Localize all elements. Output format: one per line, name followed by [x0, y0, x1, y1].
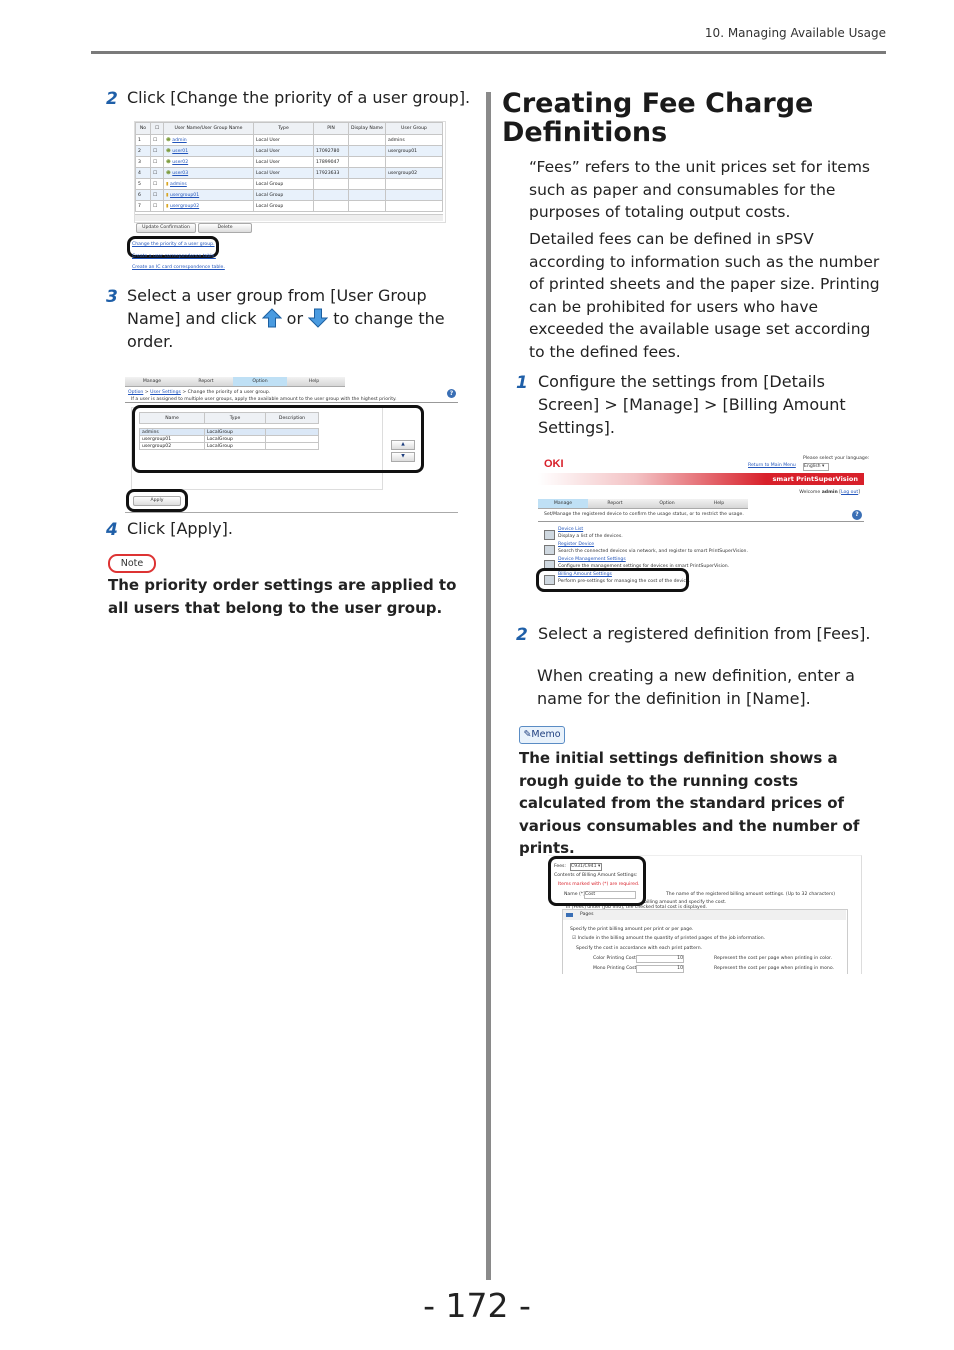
tab-option[interactable]: Option — [659, 501, 675, 506]
include-text: Include in the billing amount the quantity of printed pages of the job information. — [577, 936, 766, 941]
collapse-icon[interactable] — [566, 913, 573, 917]
breadcrumb-sep: > — [143, 390, 151, 395]
cell: 5 — [136, 179, 151, 190]
oki-logo: OKI — [544, 458, 564, 470]
highlight-outline — [132, 405, 424, 473]
user-link[interactable]: user03 — [172, 170, 189, 176]
cell[interactable] — [164, 157, 254, 168]
tab-manage[interactable]: Manage — [142, 379, 162, 384]
user-table — [135, 122, 443, 212]
create-user-table-link[interactable]: Create a user correspondence table. — [132, 254, 216, 259]
cell: usergroup01 — [140, 436, 205, 443]
table-row[interactable] — [136, 146, 443, 157]
cell: LocalGroup — [205, 436, 266, 443]
cell: 7 — [136, 201, 151, 212]
panel-header — [563, 910, 846, 920]
table-row[interactable] — [136, 190, 443, 201]
fees-select[interactable]: C931/C941 ▾ — [571, 864, 601, 869]
cell — [385, 179, 442, 190]
row-checkbox[interactable]: ☐ — [151, 190, 164, 201]
step-text: Configure the settings from [Details Screen] > [Manage] > [Billing Amount Settings]. — [538, 372, 846, 437]
step-number: 2 — [106, 89, 118, 109]
horizontal-scrollbar[interactable] — [135, 214, 443, 221]
row-checkbox[interactable]: ☐ — [151, 157, 164, 168]
register-device-link[interactable]: Register Device — [558, 542, 595, 547]
paragraph: Detailed fees can be defined in sPSV according to information such as the number of printed sheets and the paper size. Printing can be prohibited for users who have exceeded the available usage set according to the defined fees. — [529, 230, 880, 361]
cell: Local User — [254, 146, 314, 157]
welcome-line: Welcome admin [Log out] — [799, 490, 860, 495]
step-text: Select a registered definition from [Fees]. — [538, 624, 871, 643]
welcome-text: Welcome — [799, 490, 821, 495]
col-pin: PIN — [314, 123, 349, 135]
col-check: ☐ — [151, 123, 164, 135]
table-row[interactable] — [136, 179, 443, 190]
divider — [125, 402, 458, 403]
cell — [349, 157, 386, 168]
paragraph: When creating a new definition, enter a name for the definition in [Name]. — [537, 666, 855, 708]
cell — [349, 168, 386, 179]
language-label: Please select your language: — [803, 456, 870, 461]
help-icon[interactable]: ? — [447, 389, 456, 398]
cell — [314, 190, 349, 201]
cell: Local User — [254, 157, 314, 168]
screenshot-user-list — [134, 121, 446, 223]
breadcrumb-link[interactable]: Option — [128, 390, 144, 395]
color-cost-desc: Represent the cost per page when printing in color. — [714, 956, 832, 961]
divider — [538, 521, 864, 522]
fees-value: C931/C941 — [571, 864, 597, 869]
create-ic-table-link[interactable]: Create an IC card correspondence table. — [132, 265, 225, 270]
highlight-outline — [536, 568, 689, 592]
group-icon: ▮ — [166, 181, 169, 187]
tab-manage[interactable]: Manage — [538, 499, 588, 508]
col-display: Display Name — [349, 123, 386, 135]
cell: usergroup01 — [385, 146, 442, 157]
cell[interactable] — [164, 179, 254, 190]
item-desc: Display a list of the devices. — [558, 534, 623, 539]
column-divider — [486, 92, 491, 1280]
cell — [349, 146, 386, 157]
mono-cost-label: Mono Printing Cost — [593, 966, 637, 971]
cell: 17923633 — [314, 168, 349, 179]
row-checkbox[interactable]: ☐ — [151, 135, 164, 146]
cell: admins — [140, 429, 205, 436]
item-desc: Perform pre-settings for managing the cost of the device. — [558, 579, 691, 584]
table-row[interactable] — [136, 201, 443, 212]
update-confirmation-button[interactable]: Update Confirmation — [136, 223, 196, 233]
cell — [385, 201, 442, 212]
cell — [314, 135, 349, 146]
description: If a user is assigned to multiple user groups, apply the available amount to the user group with the highest priority. — [131, 397, 397, 402]
table-row[interactable] — [136, 168, 443, 179]
step-text-part: or — [286, 309, 304, 328]
required-note: Items marked with (*) are required. — [558, 882, 640, 887]
cell: Local User — [254, 135, 314, 146]
col-name: Name — [140, 413, 205, 424]
specify-text: Specify the print billing amount per print or per page. — [570, 927, 694, 932]
pages-label: Pages — [580, 912, 594, 917]
cell: 17092780 — [314, 146, 349, 157]
cell — [349, 135, 386, 146]
step-number: 4 — [106, 520, 118, 540]
user-icon: ☻ — [166, 137, 171, 143]
return-main-menu-link[interactable]: Return to Main Menu — [748, 463, 796, 468]
user-link[interactable]: admin — [172, 137, 187, 143]
user-icon: ☻ — [166, 159, 171, 165]
cell — [385, 157, 442, 168]
page-number: - 172 - — [423, 1286, 531, 1325]
change-priority-link[interactable]: Change the priority of a user group. — [132, 242, 215, 247]
product-name: smart PrintSuperVision — [772, 475, 858, 483]
cell — [314, 201, 349, 212]
col-type: Type — [254, 123, 314, 135]
cell: LocalGroup — [205, 443, 266, 450]
include-checkbox[interactable]: ☑ — [572, 936, 577, 941]
mono-cost-input[interactable]: 10 — [636, 965, 684, 973]
col-type: Type — [205, 413, 266, 424]
cell[interactable] — [164, 135, 254, 146]
description: Set/Manage the registered device to confirm the usage status, or to restrict the usage. — [544, 512, 744, 517]
col-group: User Group — [385, 123, 442, 135]
cell — [349, 190, 386, 201]
name-input[interactable]: Cost — [584, 891, 636, 899]
fees-label: Fees: — [554, 864, 566, 869]
device-list-link[interactable]: Device List — [558, 527, 584, 532]
highlight-outline — [126, 489, 188, 512]
tab-bar — [125, 377, 345, 387]
section-title: Creating Fee Charge Definitions — [502, 88, 814, 148]
cell: admins — [385, 135, 442, 146]
pencil-icon: ✎ — [523, 729, 532, 740]
hint: billing amount and specify the cost. — [644, 900, 727, 905]
user-link[interactable]: user02 — [172, 159, 189, 165]
arrow-up-icon — [262, 308, 282, 328]
table-row[interactable] — [136, 135, 443, 146]
arrow-down-icon — [308, 308, 328, 328]
cell: 6 — [136, 190, 151, 201]
col-description: Description — [266, 413, 319, 424]
highlight-outline — [548, 856, 646, 906]
mono-cost-desc: Represent the cost per page when printing in mono. — [714, 966, 835, 971]
col-no: No — [136, 123, 151, 135]
tab-bar — [538, 499, 748, 509]
step-text-part: to change the order. — [127, 309, 445, 351]
cell: 2 — [136, 146, 151, 157]
breadcrumb-link[interactable]: User Settings — [150, 390, 181, 395]
tab-option[interactable]: Option — [233, 377, 287, 386]
cell: usergroup02 — [140, 443, 205, 450]
cell: Local Group — [254, 179, 314, 190]
hint: In [Fees] under [Job Info], the checked total cost is displayed. — [566, 905, 707, 910]
name-hint: The name of the registered billing amount settings. (Up to 32 characters) — [666, 892, 836, 897]
memo-label: Memo — [531, 729, 561, 740]
step-number: 2 — [516, 625, 528, 645]
tab-report[interactable]: Report — [607, 501, 623, 506]
memo-badge — [519, 726, 565, 744]
breadcrumb — [128, 390, 270, 395]
cell: LocalGroup — [205, 429, 266, 436]
user-icon: ☻ — [166, 170, 171, 176]
step-text — [127, 284, 472, 353]
user-icon: ☻ — [166, 148, 171, 154]
billing-amount-settings-link[interactable]: Billing Amount Settings — [558, 572, 612, 577]
cell[interactable] — [164, 201, 254, 212]
color-cost-input[interactable]: 10 — [636, 955, 684, 963]
cell[interactable] — [164, 190, 254, 201]
tab-report[interactable]: Report — [198, 379, 214, 384]
cell — [385, 190, 442, 201]
cell — [349, 201, 386, 212]
step-text-part: Select a user group from [User Group Name] and click — [127, 286, 427, 328]
color-cost-label: Color Printing Cost — [593, 956, 636, 961]
delete-button[interactable]: Delete — [198, 223, 252, 233]
group-icon: ▮ — [166, 203, 169, 209]
memo-text: The initial settings definition shows a rough guide to the running costs calculated from the standard prices of various consumables and the number of prints. — [519, 749, 860, 857]
username: admin — [821, 490, 838, 495]
help-icon[interactable]: ? — [852, 510, 862, 520]
group-link[interactable]: admins — [170, 181, 187, 187]
cell: 1 — [136, 135, 151, 146]
apply-button[interactable]: Apply — [133, 496, 181, 506]
name-label: Name (*) — [564, 892, 585, 897]
row-checkbox[interactable]: ☐ — [151, 179, 164, 190]
step-number: 1 — [516, 373, 528, 393]
device-icon — [544, 530, 555, 540]
logout-link[interactable]: Log out — [841, 490, 859, 495]
cell: Local User — [254, 168, 314, 179]
col-name: User Name/User Group Name — [164, 123, 254, 135]
table-row[interactable] — [136, 157, 443, 168]
tab-help[interactable]: Help — [308, 379, 320, 384]
move-up-button[interactable]: ▲ — [391, 440, 415, 450]
cell: 3 — [136, 157, 151, 168]
cell[interactable] — [164, 168, 254, 179]
cost-pattern-text: Specify the cost in accordance with each print pattern. — [576, 946, 703, 951]
divider — [125, 512, 458, 513]
item-desc: Configure the management settings for devices in smart PrintSuperVision. — [558, 564, 730, 569]
device-icon — [544, 545, 555, 555]
step-text: Click [Apply]. — [127, 519, 233, 538]
contents-label: Contents of Billing Amount Settings: — [554, 873, 638, 878]
item-desc: Search the connected devices via network, and register to smart PrintSuperVision. — [558, 549, 748, 554]
step-number: 3 — [106, 287, 118, 307]
tab-help[interactable]: Help — [713, 501, 725, 506]
header-divider — [91, 51, 886, 54]
running-header: 10. Managing Available Usage — [704, 26, 886, 40]
language-select[interactable]: English ▾ — [803, 463, 829, 471]
breadcrumb-current: > Change the priority of a user group. — [180, 390, 271, 395]
row-checkbox[interactable]: ☐ — [151, 201, 164, 212]
cell[interactable] — [164, 146, 254, 157]
row-checkbox[interactable]: ☐ — [151, 146, 164, 157]
cell — [349, 179, 386, 190]
cell — [314, 179, 349, 190]
note-text: The priority order settings are applied to all users that belong to the user group. — [108, 576, 457, 617]
user-link[interactable]: user01 — [172, 148, 189, 154]
cell: Local Group — [254, 190, 314, 201]
paragraph: “Fees” refers to the unit prices set for items such as paper and consumables for the purposes of totaling output costs. — [529, 158, 870, 221]
language-value: English — [804, 464, 821, 469]
note-badge: Note — [108, 554, 156, 573]
move-down-button[interactable]: ▼ — [391, 452, 415, 462]
cell: 17899047 — [314, 157, 349, 168]
step-text: Click [Change the priority of a user group]. — [127, 88, 471, 107]
group-link[interactable]: usergroup01 — [170, 192, 200, 198]
cell: 4 — [136, 168, 151, 179]
cell: Local Group — [254, 201, 314, 212]
include-line — [572, 936, 765, 941]
group-link[interactable]: usergroup02 — [170, 203, 200, 209]
row-checkbox[interactable]: ☐ — [151, 168, 164, 179]
cell: usergroup02 — [385, 168, 442, 179]
device-management-link[interactable]: Device Management Settings — [558, 557, 626, 562]
group-icon: ▮ — [166, 192, 169, 198]
